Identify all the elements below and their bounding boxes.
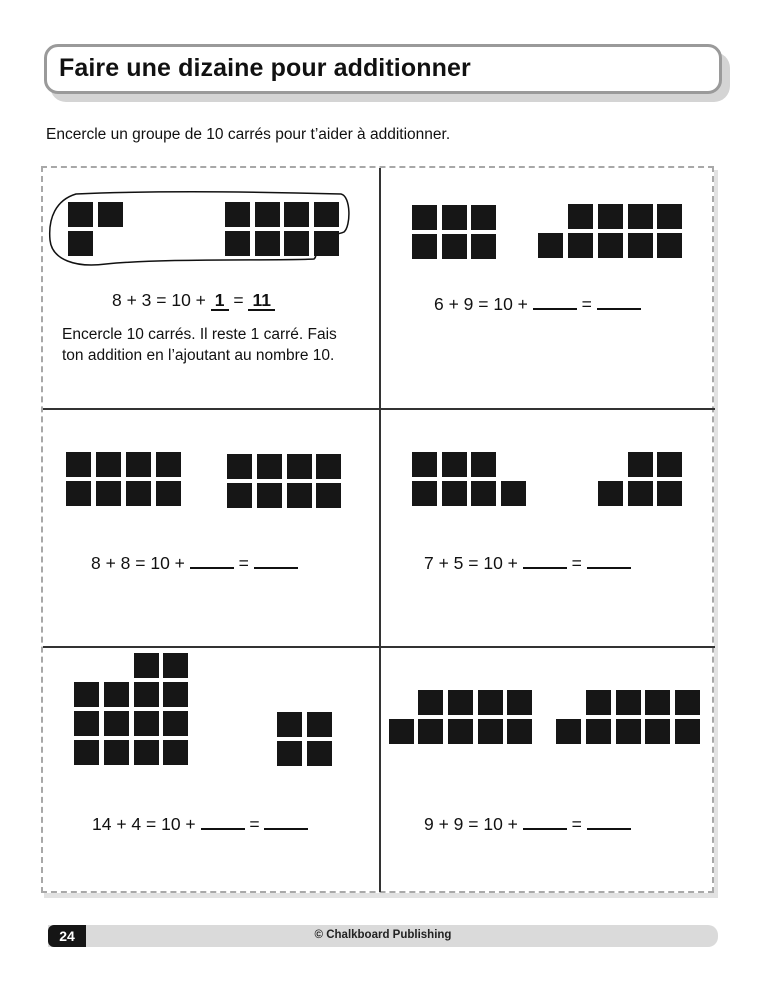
counting-square [307,712,332,737]
counting-square [675,690,700,715]
counting-square [96,481,121,506]
page-number: 24 [48,925,86,947]
counting-square [163,653,188,678]
answer-blank-ones[interactable] [523,827,567,830]
counting-square [66,481,91,506]
answer-ones: 1 [211,291,229,311]
counting-square [442,452,467,477]
counting-square [478,690,503,715]
equation-text: 8 + 3 = 10 + [112,290,211,310]
counting-square [277,712,302,737]
counting-square [675,719,700,744]
equation-text: 6 + 9 = 10 + [434,294,533,314]
counting-square [284,231,309,256]
counting-square [628,481,653,506]
counting-square [287,483,312,508]
counting-square [74,682,99,707]
answer-blank-total[interactable] [587,827,631,830]
counting-square [74,740,99,765]
counting-square [227,483,252,508]
counting-square [314,202,339,227]
counting-square [657,452,682,477]
counting-square [104,682,129,707]
equation-6-plus-9 [434,294,641,315]
counting-square [412,234,437,259]
counting-square [156,481,181,506]
equation-9-plus-9 [424,814,631,835]
instruction-text: Encercle un groupe de 10 carrés pour t’aider à additionner. [46,126,451,143]
counting-square [586,719,611,744]
counting-square [104,711,129,736]
equation-example [112,290,275,311]
counting-square [316,483,341,508]
counting-square [225,202,250,227]
counting-square [628,204,653,229]
counting-square [255,231,280,256]
equation-text: 7 + 5 = 10 + [424,553,523,573]
counting-square [156,452,181,477]
counting-square [126,452,151,477]
equals-sign: = [228,290,249,310]
counting-square [134,711,159,736]
answer-blank-ones[interactable] [201,827,245,830]
counting-square [104,740,129,765]
answer-blank-total[interactable] [587,566,631,569]
counting-square [568,204,593,229]
counting-square [66,452,91,477]
equation-8-plus-8 [91,553,298,574]
grid-divider-vertical [379,168,381,892]
counting-square [255,202,280,227]
counting-square [478,719,503,744]
answer-total: 11 [248,291,275,311]
counting-square [628,452,653,477]
counting-square [645,690,670,715]
equation-7-plus-5 [424,553,631,574]
counting-square [471,452,496,477]
example-explanation: Encercle 10 carrés. Il reste 1 carré. Fais ton addition en l’ajoutant au nombre 10. [62,326,337,364]
counting-square [471,481,496,506]
counting-square [68,231,93,256]
counting-square [442,481,467,506]
equals-sign: = [233,553,254,573]
counting-square [134,740,159,765]
counting-square [68,202,93,227]
counting-square [616,690,641,715]
counting-square [448,690,473,715]
counting-square [225,231,250,256]
counting-square [628,233,653,258]
grid-divider-horizontal [43,408,715,410]
counting-square [126,481,151,506]
counting-square [598,233,623,258]
equation-text: 8 + 8 = 10 + [91,553,190,573]
counting-square [284,202,309,227]
counting-square [98,202,123,227]
counting-square [307,741,332,766]
grid-divider-horizontal [43,646,715,648]
equation-14-plus-4 [92,814,308,835]
counting-square [163,740,188,765]
counting-square [471,205,496,230]
counting-square [657,233,682,258]
copyright-text: © Chalkboard Publishing [314,929,452,941]
counting-square [227,454,252,479]
answer-blank-ones[interactable] [523,566,567,569]
counting-square [412,205,437,230]
counting-square [657,204,682,229]
counting-square [163,682,188,707]
counting-square [471,234,496,259]
counting-square [287,454,312,479]
counting-square [586,690,611,715]
counting-square [568,233,593,258]
answer-blank-total[interactable] [264,827,308,830]
equals-sign: = [244,814,265,834]
counting-square [277,741,302,766]
counting-square [507,719,532,744]
answer-blank-total[interactable] [597,307,641,310]
page-title: Faire une dizaine pour additionner [59,54,471,82]
equals-sign: = [566,814,587,834]
counting-square [418,690,443,715]
answer-blank-ones[interactable] [190,566,234,569]
equals-sign: = [576,294,597,314]
counting-square [74,711,99,736]
counting-square [412,481,437,506]
answer-blank-ones[interactable] [533,307,577,310]
counting-square [314,231,339,256]
counting-square [538,233,563,258]
counting-square [412,452,437,477]
counting-square [598,481,623,506]
counting-square [134,682,159,707]
counting-square [448,719,473,744]
title-box [44,44,722,94]
counting-square [645,719,670,744]
counting-square [257,483,282,508]
counting-square [657,481,682,506]
counting-square [316,454,341,479]
counting-square [163,711,188,736]
counting-square [418,719,443,744]
equation-text: 9 + 9 = 10 + [424,814,523,834]
answer-blank-total[interactable] [254,566,298,569]
counting-square [442,205,467,230]
counting-square [598,204,623,229]
counting-square [389,719,414,744]
counting-square [442,234,467,259]
counting-square [501,481,526,506]
counting-square [96,452,121,477]
equals-sign: = [566,553,587,573]
counting-square [507,690,532,715]
counting-square [257,454,282,479]
counting-square [556,719,581,744]
equation-text: 14 + 4 = 10 + [92,814,201,834]
counting-square [616,719,641,744]
counting-square [134,653,159,678]
